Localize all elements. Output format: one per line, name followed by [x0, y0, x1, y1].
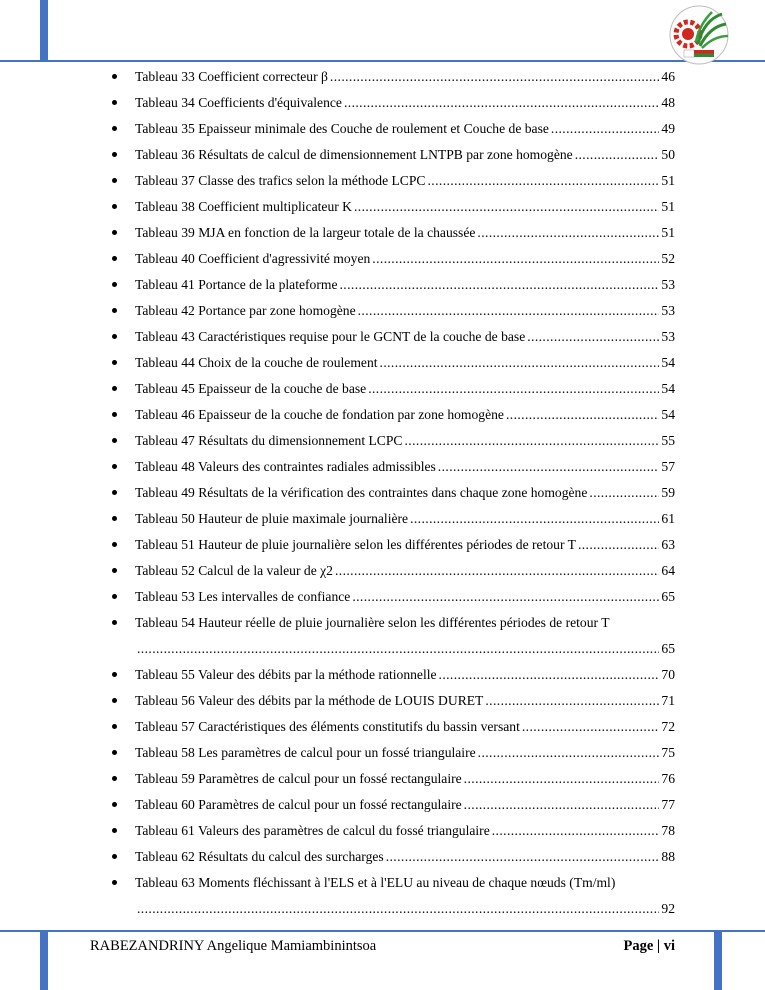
dot-leader — [335, 563, 659, 579]
toc-entry-title: Tableau 54 Hauteur réelle de pluie journalière selon les différentes périodes de retour T — [135, 615, 610, 630]
toc-entry-title: Tableau 35 Epaisseur minimale des Couche de roulement et Couche de base — [135, 121, 549, 136]
toc-entry-page: 71 — [661, 693, 675, 708]
bullet-icon — [112, 100, 117, 105]
bullet-icon — [112, 672, 117, 677]
toc-entry-page: 65 — [661, 641, 675, 656]
toc-entry-title: Tableau 63 Moments fléchissant à l'ELS et à l'ELU au niveau de chaque nœuds (Tm/ml) — [135, 875, 616, 890]
bullet-icon — [112, 724, 117, 729]
toc-entry[interactable] — [0, 118, 765, 144]
bullet-icon — [112, 828, 117, 833]
bullet-icon — [112, 490, 117, 495]
bullet-icon — [112, 334, 117, 339]
toc-entry[interactable] — [0, 196, 765, 222]
toc-entry-page: 53 — [661, 329, 675, 344]
toc-entry-title: Tableau 33 Coefficient correcteur β — [135, 69, 328, 84]
toc-entry[interactable] — [0, 872, 765, 924]
toc-entry-page: 51 — [661, 225, 675, 240]
toc-entry-page: 55 — [661, 433, 675, 448]
toc-entry-page: 70 — [661, 667, 675, 682]
toc-entry[interactable] — [0, 352, 765, 378]
bullet-icon — [112, 880, 117, 885]
toc-entry-page: 75 — [661, 745, 675, 760]
bullet-icon — [112, 126, 117, 131]
toc-entry-page: 52 — [661, 251, 675, 266]
bullet-icon — [112, 568, 117, 573]
toc-entry-title: Tableau 53 Les intervalles de confiance — [135, 589, 351, 604]
dot-leader — [137, 641, 659, 657]
dot-leader — [589, 485, 659, 501]
toc-entry-page: 64 — [661, 563, 675, 578]
toc-entry-page: 61 — [661, 511, 675, 526]
toc-entry-title: Tableau 36 Résultats de calcul de dimensionnement LNTPB par zone homogène — [135, 147, 573, 162]
header-rule — [0, 60, 765, 62]
toc-entry-page: 92 — [661, 901, 675, 916]
dot-leader — [380, 355, 660, 371]
bullet-icon — [112, 360, 117, 365]
toc-entry-page: 54 — [661, 381, 675, 396]
dot-leader — [439, 667, 660, 683]
toc-entry[interactable] — [0, 222, 765, 248]
footer-accent-bar-right — [714, 930, 722, 990]
toc-entry[interactable] — [0, 300, 765, 326]
toc-entry-title: Tableau 47 Résultats du dimensionnement LCPC — [135, 433, 403, 448]
toc-entry[interactable] — [0, 534, 765, 560]
toc-entry-title: Tableau 44 Choix de la couche de roulement — [135, 355, 378, 370]
toc-entry[interactable] — [0, 586, 765, 612]
toc-entry-title: Tableau 41 Portance de la plateforme — [135, 277, 338, 292]
toc-entry-title: Tableau 43 Caractéristiques requise pour le GCNT de la couche de base — [135, 329, 526, 344]
toc-entry[interactable] — [0, 612, 765, 664]
toc-entry[interactable] — [0, 92, 765, 118]
bullet-icon — [112, 750, 117, 755]
toc-entry-page: 53 — [661, 303, 675, 318]
toc-entry[interactable] — [0, 690, 765, 716]
toc-entry-title: Tableau 57 Caractéristiques des éléments constitutifs du bassin versant — [135, 719, 520, 734]
toc-entry[interactable] — [0, 378, 765, 404]
dot-leader — [506, 407, 659, 423]
toc-entry[interactable] — [0, 274, 765, 300]
toc-entry[interactable] — [0, 248, 765, 274]
bullet-icon — [112, 308, 117, 313]
footer-rule — [0, 930, 765, 932]
toc-entry-title: Tableau 50 Hauteur de pluie maximale journalière — [135, 511, 409, 526]
bullet-icon — [112, 178, 117, 183]
toc-entry[interactable] — [0, 742, 765, 768]
dot-leader — [410, 511, 659, 527]
toc-entry-title: Tableau 42 Portance par zone homogène — [135, 303, 356, 318]
dot-leader — [477, 225, 659, 241]
footer-accent-bar-left — [40, 930, 48, 990]
bullet-icon — [112, 594, 117, 599]
toc-entry[interactable] — [0, 482, 765, 508]
toc-entry[interactable] — [0, 456, 765, 482]
dot-leader — [464, 797, 660, 813]
toc-entry-page: 54 — [661, 355, 675, 370]
toc-entry-title: Tableau 40 Coefficient d'agressivité moyen — [135, 251, 371, 266]
toc-entry-page: 72 — [661, 719, 675, 734]
toc-entry-page: 54 — [661, 407, 675, 422]
dot-leader — [578, 537, 659, 553]
bullet-icon — [112, 516, 117, 521]
toc-entry[interactable] — [0, 846, 765, 872]
toc-entry-page: 76 — [661, 771, 675, 786]
toc-entry-title: Tableau 37 Classe des trafics selon la méthode LCPC — [135, 173, 426, 188]
dot-leader — [492, 823, 660, 839]
dot-leader — [428, 173, 660, 189]
bullet-icon — [112, 74, 117, 79]
bullet-icon — [112, 854, 117, 859]
toc-entry-title: Tableau 61 Valeurs des paramètres de calcul du fossé triangulaire — [135, 823, 490, 838]
header-accent-bar — [40, 0, 48, 60]
toc-entry-title: Tableau 49 Résultats de la vérification des contraintes dans chaque zone homogène — [135, 485, 588, 500]
bullet-icon — [112, 412, 117, 417]
dot-leader — [352, 589, 659, 605]
toc-entry-page: 77 — [661, 797, 675, 812]
toc-entry[interactable] — [0, 794, 765, 820]
toc-entry-title: Tableau 60 Paramètres de calcul pour un fossé rectangulaire — [135, 797, 462, 812]
toc-entry-title: Tableau 38 Coefficient multiplicateur K — [135, 199, 352, 214]
toc-entry-title: Tableau 39 MJA en fonction de la largeur totale de la chaussée — [135, 225, 476, 240]
dot-leader — [405, 433, 660, 449]
toc-entry[interactable] — [0, 768, 765, 794]
toc-entry-page: 50 — [661, 147, 675, 162]
dot-leader — [522, 719, 660, 735]
dot-leader — [340, 277, 660, 293]
dot-leader — [330, 69, 659, 85]
toc-entry[interactable] — [0, 664, 765, 690]
toc-entry-page: 88 — [661, 849, 675, 864]
toc-entry-page: 59 — [661, 485, 675, 500]
toc-entry-page: 63 — [661, 537, 675, 552]
toc-entry[interactable] — [0, 404, 765, 430]
toc-entry[interactable] — [0, 170, 765, 196]
dot-leader — [137, 901, 659, 917]
dot-leader — [344, 95, 659, 111]
toc-entry-title: Tableau 45 Epaisseur de la couche de base — [135, 381, 367, 396]
toc-entry[interactable] — [0, 326, 765, 352]
dot-leader — [527, 329, 659, 345]
dot-leader — [358, 303, 660, 319]
bullet-icon — [112, 152, 117, 157]
toc-entry-title: Tableau 55 Valeur des débits par la méthode rationnelle — [135, 667, 437, 682]
toc-entry-title: Tableau 56 Valeur des débits par la méthode de LOUIS DURET — [135, 693, 484, 708]
toc-entry-title: Tableau 48 Valeurs des contraintes radiales admissibles — [135, 459, 436, 474]
dot-leader — [464, 771, 660, 787]
bullet-icon — [112, 542, 117, 547]
dot-leader — [386, 849, 660, 865]
toc-entry[interactable] — [0, 508, 765, 534]
dot-leader — [354, 199, 659, 215]
toc-entry-page: 65 — [661, 589, 675, 604]
dot-leader — [478, 745, 660, 761]
toc-entry-page: 48 — [661, 95, 675, 110]
dot-leader — [372, 251, 659, 267]
bullet-icon — [112, 620, 117, 625]
bullet-icon — [112, 464, 117, 469]
dot-leader — [575, 147, 660, 163]
toc-entry-title: Tableau 46 Epaisseur de la couche de fondation par zone homogène — [135, 407, 504, 422]
toc-entry[interactable] — [0, 820, 765, 846]
toc-entry-page: 78 — [661, 823, 675, 838]
bullet-icon — [112, 282, 117, 287]
footer-page-number: Page | vi — [623, 938, 675, 954]
bullet-icon — [112, 230, 117, 235]
toc-entry[interactable] — [0, 430, 765, 456]
toc-entry-title: Tableau 62 Résultats du calcul des surcharges — [135, 849, 384, 864]
bullet-icon — [112, 802, 117, 807]
toc-entry[interactable] — [0, 716, 765, 742]
dot-leader — [438, 459, 660, 475]
toc-entry-page: 51 — [661, 199, 675, 214]
toc-entry-page: 57 — [661, 459, 675, 474]
bullet-icon — [112, 698, 117, 703]
university-emblem-logo-icon — [664, 4, 734, 66]
toc-entry-title: Tableau 51 Hauteur de pluie journalière selon les différentes périodes de retour T — [135, 537, 576, 552]
toc-entry[interactable] — [0, 560, 765, 586]
toc-entry-page: 49 — [661, 121, 675, 136]
toc-entry-title: Tableau 34 Coefficients d'équivalence — [135, 95, 342, 110]
toc-entry-page: 53 — [661, 277, 675, 292]
toc-entry-title: Tableau 59 Paramètres de calcul pour un fossé rectangulaire — [135, 771, 462, 786]
dot-leader — [368, 381, 659, 397]
toc-entry[interactable] — [0, 144, 765, 170]
bullet-icon — [112, 256, 117, 261]
dot-leader — [551, 121, 660, 137]
footer-author: RABEZANDRINY Angelique Mamiambinintsoa — [90, 938, 377, 954]
toc-entry-page: 46 — [661, 69, 675, 84]
dot-leader — [485, 693, 659, 709]
bullet-icon — [112, 438, 117, 443]
bullet-icon — [112, 204, 117, 209]
toc-entry-page: 51 — [661, 173, 675, 188]
bullet-icon — [112, 386, 117, 391]
toc-entry-title: Tableau 52 Calcul de la valeur de χ2 — [135, 563, 333, 578]
toc-entry-title: Tableau 58 Les paramètres de calcul pour un fossé triangulaire — [135, 745, 476, 760]
toc-entry[interactable] — [0, 66, 765, 92]
bullet-icon — [112, 776, 117, 781]
